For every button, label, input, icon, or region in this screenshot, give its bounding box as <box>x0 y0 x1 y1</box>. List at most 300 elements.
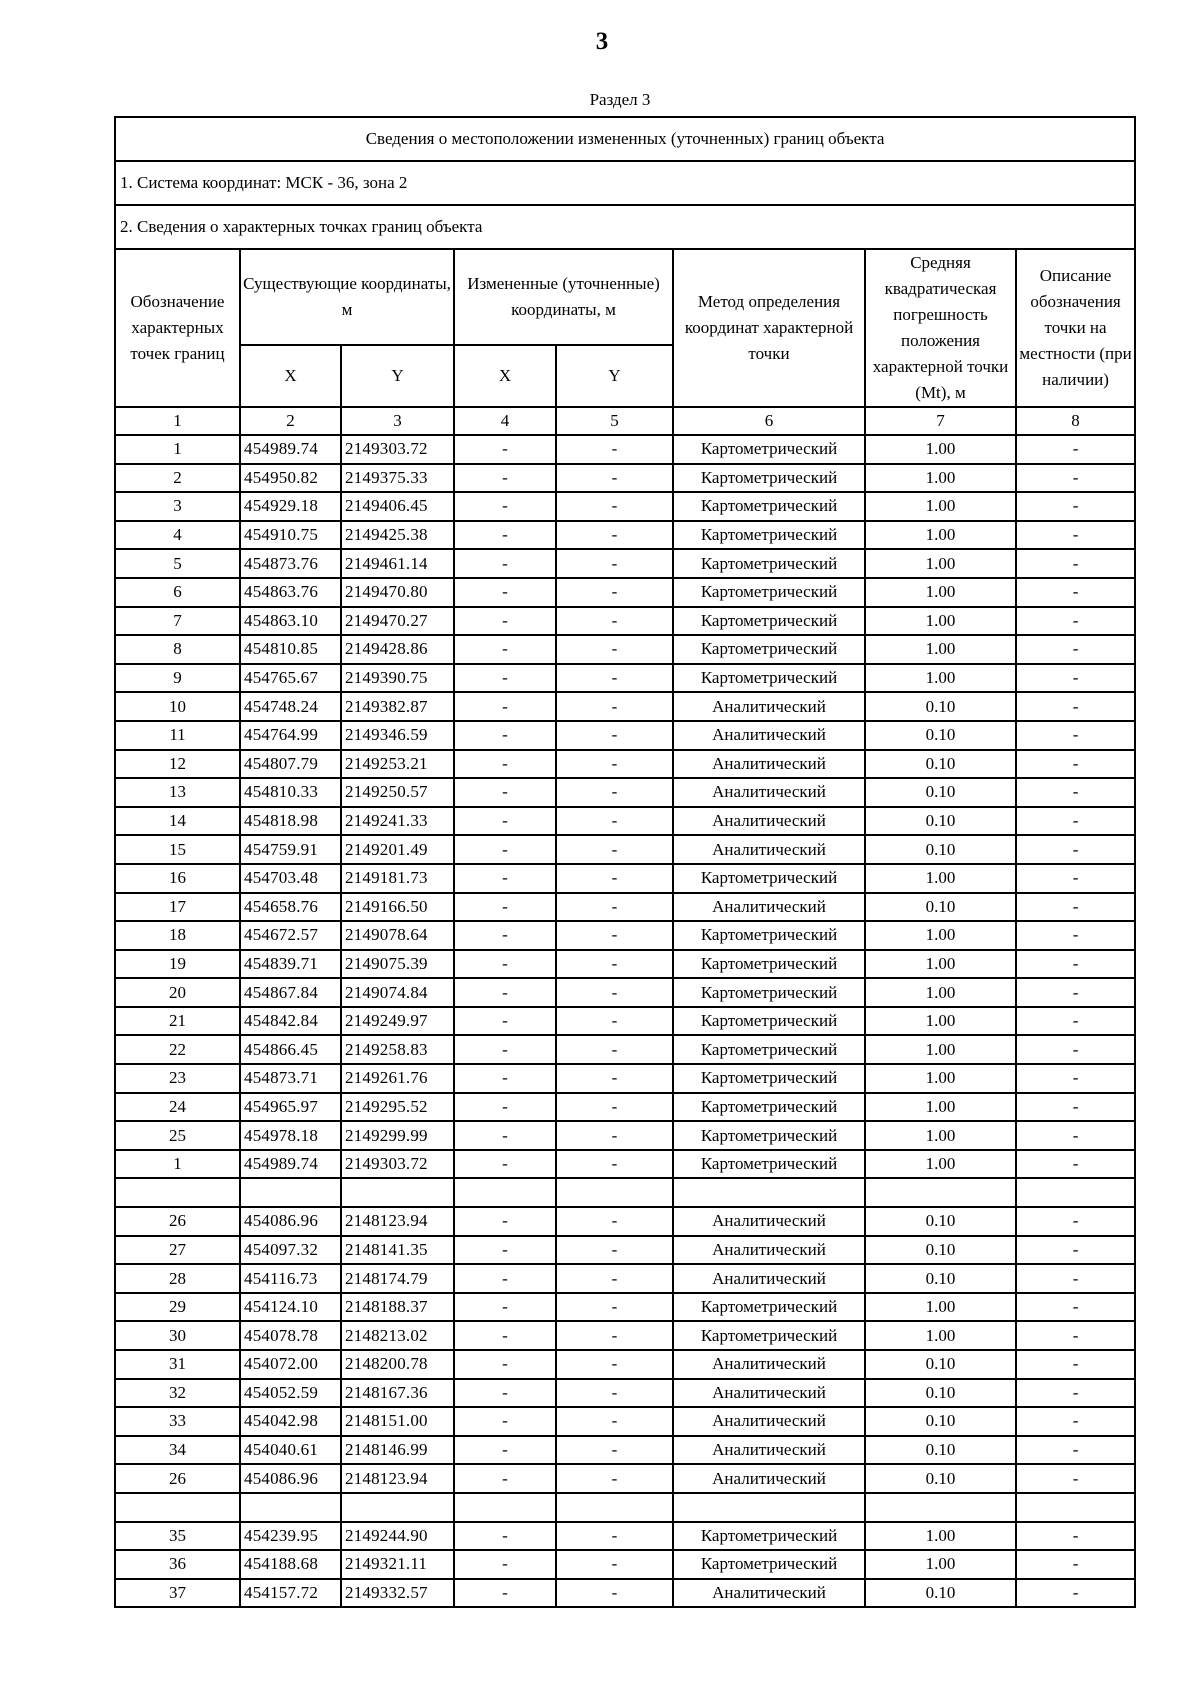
cell-mean-square-error: 1.00 <box>865 1007 1016 1036</box>
cell-existing-x: 454672.57 <box>240 921 341 950</box>
cell-description: - <box>1016 1321 1135 1350</box>
cell-existing-x: 454078.78 <box>240 1321 341 1350</box>
cell-method <box>673 1178 865 1207</box>
cell-existing-x: 454989.74 <box>240 435 341 464</box>
boundary-points-table <box>114 116 1136 1608</box>
cell-changed-x: - <box>454 893 556 922</box>
cell-point-number: 19 <box>115 950 240 979</box>
cell-description: - <box>1016 1035 1135 1064</box>
cell-mean-square-error: 0.10 <box>865 1264 1016 1293</box>
cell-changed-x: - <box>454 521 556 550</box>
table-row <box>115 1207 1135 1236</box>
cell-changed-x: - <box>454 721 556 750</box>
column-number: 6 <box>673 407 865 435</box>
column-number: 8 <box>1016 407 1135 435</box>
cell-changed-y: - <box>556 864 673 893</box>
table-row <box>115 664 1135 693</box>
cell-description: - <box>1016 578 1135 607</box>
header-changed-x: X <box>454 345 556 407</box>
cell-existing-y: 2149303.72 <box>341 1150 454 1179</box>
cell-mean-square-error: 1.00 <box>865 607 1016 636</box>
cell-method: Аналитический <box>673 750 865 779</box>
cell-existing-y: 2148146.99 <box>341 1436 454 1465</box>
table-row <box>115 1350 1135 1379</box>
cell-mean-square-error: 1.00 <box>865 664 1016 693</box>
cell-changed-y: - <box>556 578 673 607</box>
cell-existing-y: 2149241.33 <box>341 807 454 836</box>
cell-changed-x: - <box>454 492 556 521</box>
header-mean-square-error: Средняя квадратическая погрешность положения характерной точки (Mt), м <box>865 249 1016 407</box>
cell-description: - <box>1016 1522 1135 1551</box>
table-row <box>115 1379 1135 1408</box>
cell-mean-square-error: 1.00 <box>865 921 1016 950</box>
cell-mean-square-error: 1.00 <box>865 1321 1016 1350</box>
cell-existing-x: 454703.48 <box>240 864 341 893</box>
cell-point-number: 23 <box>115 1064 240 1093</box>
cell-mean-square-error: 1.00 <box>865 435 1016 464</box>
table-row <box>115 1579 1135 1608</box>
cell-changed-x: - <box>454 1379 556 1408</box>
cell-point-number: 3 <box>115 492 240 521</box>
cell-point-number: 13 <box>115 778 240 807</box>
table-row <box>115 864 1135 893</box>
cell-changed-y: - <box>556 1350 673 1379</box>
cell-existing-x: 454658.76 <box>240 893 341 922</box>
cell-existing-x: 454873.76 <box>240 549 341 578</box>
cell-point-number: 35 <box>115 1522 240 1551</box>
cell-point-number: 7 <box>115 607 240 636</box>
cell-method: Аналитический <box>673 721 865 750</box>
table-row <box>115 1121 1135 1150</box>
cell-existing-x: 454086.96 <box>240 1207 341 1236</box>
cell-existing-y: 2148123.94 <box>341 1207 454 1236</box>
cell-point-number: 27 <box>115 1236 240 1265</box>
cell-existing-x: 454929.18 <box>240 492 341 521</box>
table-row <box>115 1522 1135 1551</box>
table-row <box>115 549 1135 578</box>
cell-existing-y: 2149428.86 <box>341 635 454 664</box>
cell-existing-x <box>240 1178 341 1207</box>
cell-point-number: 24 <box>115 1093 240 1122</box>
cell-mean-square-error: 1.00 <box>865 578 1016 607</box>
cell-mean-square-error: 0.10 <box>865 893 1016 922</box>
cell-existing-y: 2149250.57 <box>341 778 454 807</box>
table-row <box>115 1007 1135 1036</box>
cell-changed-x: - <box>454 692 556 721</box>
cell-existing-y: 2149261.76 <box>341 1064 454 1093</box>
cell-method: Картометрический <box>673 664 865 693</box>
cell-changed-y: - <box>556 1407 673 1436</box>
column-number: 3 <box>341 407 454 435</box>
cell-changed-x: - <box>454 549 556 578</box>
cell-method: Аналитический <box>673 778 865 807</box>
cell-changed-x: - <box>454 664 556 693</box>
cell-point-number: 15 <box>115 835 240 864</box>
cell-point-number: 6 <box>115 578 240 607</box>
cell-existing-x: 454866.45 <box>240 1035 341 1064</box>
cell-method <box>673 1493 865 1522</box>
cell-changed-y: - <box>556 549 673 578</box>
cell-mean-square-error: 0.10 <box>865 1464 1016 1493</box>
cell-changed-x: - <box>454 921 556 950</box>
cell-method: Аналитический <box>673 1379 865 1408</box>
cell-description: - <box>1016 1550 1135 1579</box>
cell-changed-x: - <box>454 635 556 664</box>
cell-existing-y: 2149201.49 <box>341 835 454 864</box>
cell-changed-y: - <box>556 1207 673 1236</box>
header-changed-coordinates: Измененные (уточненные) координаты, м <box>454 249 673 345</box>
cell-method: Картометрический <box>673 864 865 893</box>
cell-mean-square-error: 1.00 <box>865 521 1016 550</box>
cell-changed-x <box>454 1178 556 1207</box>
cell-changed-x: - <box>454 1350 556 1379</box>
cell-changed-y: - <box>556 521 673 550</box>
cell-mean-square-error: 1.00 <box>865 950 1016 979</box>
cell-existing-y: 2149078.64 <box>341 921 454 950</box>
cell-existing-y: 2149346.59 <box>341 721 454 750</box>
cell-method: Аналитический <box>673 1236 865 1265</box>
cell-point-number: 18 <box>115 921 240 950</box>
cell-point-number: 12 <box>115 750 240 779</box>
cell-changed-y <box>556 1493 673 1522</box>
cell-existing-y: 2149470.80 <box>341 578 454 607</box>
table-row <box>115 1264 1135 1293</box>
cell-existing-y: 2149321.11 <box>341 1550 454 1579</box>
cell-changed-x: - <box>454 1207 556 1236</box>
cell-description: - <box>1016 1464 1135 1493</box>
header-method: Метод определения координат характерной точки <box>673 249 865 407</box>
cell-description: - <box>1016 1064 1135 1093</box>
cell-description <box>1016 1493 1135 1522</box>
cell-description: - <box>1016 435 1135 464</box>
cell-changed-y: - <box>556 921 673 950</box>
cell-method: Аналитический <box>673 893 865 922</box>
cell-description: - <box>1016 893 1135 922</box>
table-row <box>115 950 1135 979</box>
cell-changed-y: - <box>556 464 673 493</box>
cell-changed-y: - <box>556 1007 673 1036</box>
cell-method: Картометрический <box>673 635 865 664</box>
cell-changed-y: - <box>556 1579 673 1608</box>
cell-existing-x: 454748.24 <box>240 692 341 721</box>
table-row <box>115 464 1135 493</box>
cell-mean-square-error: 1.00 <box>865 635 1016 664</box>
cell-mean-square-error: 0.10 <box>865 692 1016 721</box>
header-description: Описание обозначения точки на местности (при наличии) <box>1016 249 1135 407</box>
table-row <box>115 635 1135 664</box>
cell-point-number <box>115 1178 240 1207</box>
cell-existing-y: 2148141.35 <box>341 1236 454 1265</box>
cell-description: - <box>1016 1007 1135 1036</box>
cell-changed-y: - <box>556 1464 673 1493</box>
cell-method: Аналитический <box>673 1207 865 1236</box>
cell-method: Картометрический <box>673 978 865 1007</box>
cell-point-number: 17 <box>115 893 240 922</box>
cell-description: - <box>1016 1350 1135 1379</box>
cell-existing-y <box>341 1493 454 1522</box>
cell-changed-y: - <box>556 1550 673 1579</box>
table-row <box>115 978 1135 1007</box>
cell-point-number: 30 <box>115 1321 240 1350</box>
cell-changed-y: - <box>556 1379 673 1408</box>
cell-existing-y: 2149258.83 <box>341 1035 454 1064</box>
cell-mean-square-error: 1.00 <box>865 864 1016 893</box>
section-label: Раздел 3 <box>589 90 651 109</box>
cell-existing-y: 2149253.21 <box>341 750 454 779</box>
cell-existing-y: 2149249.97 <box>341 1007 454 1036</box>
cell-method: Картометрический <box>673 1121 865 1150</box>
cell-changed-x: - <box>454 1579 556 1608</box>
cell-changed-x: - <box>454 1093 556 1122</box>
cell-changed-x: - <box>454 578 556 607</box>
cell-point-number: 1 <box>115 1150 240 1179</box>
cell-existing-y: 2149181.73 <box>341 864 454 893</box>
cell-description: - <box>1016 1264 1135 1293</box>
cell-existing-y: 2148174.79 <box>341 1264 454 1293</box>
cell-mean-square-error: 0.10 <box>865 807 1016 836</box>
cell-method: Картометрический <box>673 1007 865 1036</box>
cell-existing-y: 2149303.72 <box>341 435 454 464</box>
table-row <box>115 521 1135 550</box>
cell-description: - <box>1016 1236 1135 1265</box>
cell-mean-square-error: 0.10 <box>865 778 1016 807</box>
cell-method: Картометрический <box>673 464 865 493</box>
cell-description: - <box>1016 950 1135 979</box>
cell-method: Картометрический <box>673 578 865 607</box>
cell-point-number: 26 <box>115 1464 240 1493</box>
cell-existing-y: 2149166.50 <box>341 893 454 922</box>
cell-existing-x: 454863.10 <box>240 607 341 636</box>
cell-mean-square-error: 0.10 <box>865 1207 1016 1236</box>
cell-method: Аналитический <box>673 1407 865 1436</box>
cell-existing-y: 2149244.90 <box>341 1522 454 1551</box>
cell-changed-y: - <box>556 1264 673 1293</box>
cell-point-number: 14 <box>115 807 240 836</box>
cell-description: - <box>1016 492 1135 521</box>
table-row <box>115 578 1135 607</box>
cell-mean-square-error: 0.10 <box>865 1579 1016 1608</box>
cell-method: Картометрический <box>673 1550 865 1579</box>
cell-point-number: 8 <box>115 635 240 664</box>
cell-mean-square-error: 1.00 <box>865 1064 1016 1093</box>
cell-existing-y <box>341 1178 454 1207</box>
cell-point-number: 36 <box>115 1550 240 1579</box>
cell-changed-y: - <box>556 835 673 864</box>
cell-point-number: 37 <box>115 1579 240 1608</box>
table-spacer-row <box>115 1178 1135 1207</box>
cell-point-number: 2 <box>115 464 240 493</box>
cell-description: - <box>1016 1379 1135 1408</box>
cell-existing-x: 454072.00 <box>240 1350 341 1379</box>
cell-description: - <box>1016 549 1135 578</box>
table-row <box>115 1293 1135 1322</box>
cell-changed-y: - <box>556 950 673 979</box>
coordinate-system: 1. Система координат: МСК - 36, зона 2 <box>115 161 1135 205</box>
cell-existing-y: 2148151.00 <box>341 1407 454 1436</box>
cell-existing-x: 454839.71 <box>240 950 341 979</box>
cell-method: Картометрический <box>673 1321 865 1350</box>
cell-method: Картометрический <box>673 1150 865 1179</box>
cell-changed-y: - <box>556 978 673 1007</box>
cell-method: Картометрический <box>673 607 865 636</box>
cell-changed-x: - <box>454 807 556 836</box>
table-row <box>115 1236 1135 1265</box>
cell-changed-y: - <box>556 692 673 721</box>
cell-description: - <box>1016 1207 1135 1236</box>
cell-mean-square-error <box>865 1493 1016 1522</box>
cell-existing-y: 2149299.99 <box>341 1121 454 1150</box>
cell-existing-x: 454042.98 <box>240 1407 341 1436</box>
cell-changed-x: - <box>454 1150 556 1179</box>
header-existing-coordinates: Существующие координаты, м <box>240 249 454 345</box>
table-row <box>115 1035 1135 1064</box>
cell-changed-y <box>556 1178 673 1207</box>
cell-existing-y: 2149406.45 <box>341 492 454 521</box>
cell-existing-x: 454239.95 <box>240 1522 341 1551</box>
cell-changed-y: - <box>556 1150 673 1179</box>
cell-existing-x: 454157.72 <box>240 1579 341 1608</box>
cell-changed-x: - <box>454 1121 556 1150</box>
cell-changed-x: - <box>454 1321 556 1350</box>
table-row <box>115 1150 1135 1179</box>
cell-existing-x: 454086.96 <box>240 1464 341 1493</box>
cell-mean-square-error: 1.00 <box>865 1150 1016 1179</box>
table-row <box>115 1436 1135 1465</box>
cell-existing-x: 454989.74 <box>240 1150 341 1179</box>
cell-existing-x: 454978.18 <box>240 1121 341 1150</box>
cell-existing-y: 2149075.39 <box>341 950 454 979</box>
cell-point-number: 1 <box>115 435 240 464</box>
cell-method: Картометрический <box>673 1064 865 1093</box>
table-row <box>115 1093 1135 1122</box>
cell-existing-y: 2149295.52 <box>341 1093 454 1122</box>
cell-point-number: 34 <box>115 1436 240 1465</box>
cell-mean-square-error: 1.00 <box>865 978 1016 1007</box>
cell-changed-y: - <box>556 635 673 664</box>
cell-description: - <box>1016 1436 1135 1465</box>
cell-method: Картометрический <box>673 950 865 979</box>
cell-changed-x: - <box>454 864 556 893</box>
cell-point-number: 16 <box>115 864 240 893</box>
cell-changed-x: - <box>454 978 556 1007</box>
table-row <box>115 778 1135 807</box>
cell-description: - <box>1016 807 1135 836</box>
cell-existing-y: 2149461.14 <box>341 549 454 578</box>
cell-existing-x: 454873.71 <box>240 1064 341 1093</box>
cell-point-number: 29 <box>115 1293 240 1322</box>
column-number: 7 <box>865 407 1016 435</box>
cell-method: Аналитический <box>673 1579 865 1608</box>
cell-description: - <box>1016 1579 1135 1608</box>
cell-existing-x: 454116.73 <box>240 1264 341 1293</box>
column-number: 5 <box>556 407 673 435</box>
cell-mean-square-error: 0.10 <box>865 1407 1016 1436</box>
cell-existing-y: 2149425.38 <box>341 521 454 550</box>
cell-changed-x: - <box>454 1522 556 1551</box>
cell-description: - <box>1016 1121 1135 1150</box>
header-existing-x: X <box>240 345 341 407</box>
cell-point-number: 5 <box>115 549 240 578</box>
column-number: 1 <box>115 407 240 435</box>
cell-changed-y: - <box>556 807 673 836</box>
cell-existing-x: 454124.10 <box>240 1293 341 1322</box>
cell-existing-x <box>240 1493 341 1522</box>
cell-existing-x: 454759.91 <box>240 835 341 864</box>
cell-changed-x: - <box>454 1264 556 1293</box>
cell-description: - <box>1016 1293 1135 1322</box>
cell-existing-x: 454810.85 <box>240 635 341 664</box>
table-row <box>115 1064 1135 1093</box>
cell-description: - <box>1016 978 1135 1007</box>
table-row <box>115 921 1135 950</box>
cell-changed-x: - <box>454 1007 556 1036</box>
table-row <box>115 1321 1135 1350</box>
cell-existing-y: 2149074.84 <box>341 978 454 1007</box>
cell-description: - <box>1016 864 1135 893</box>
cell-point-number: 25 <box>115 1121 240 1150</box>
cell-changed-y: - <box>556 607 673 636</box>
table-row <box>115 1407 1135 1436</box>
cell-method: Аналитический <box>673 1436 865 1465</box>
cell-point-number: 4 <box>115 521 240 550</box>
cell-changed-x: - <box>454 464 556 493</box>
cell-existing-y: 2149390.75 <box>341 664 454 693</box>
cell-mean-square-error: 1.00 <box>865 1035 1016 1064</box>
cell-changed-y: - <box>556 1064 673 1093</box>
table-row <box>115 435 1135 464</box>
cell-existing-y: 2148188.37 <box>341 1293 454 1322</box>
cell-mean-square-error: 0.10 <box>865 1236 1016 1265</box>
cell-method: Картометрический <box>673 1522 865 1551</box>
table-row <box>115 607 1135 636</box>
cell-existing-y: 2149382.87 <box>341 692 454 721</box>
cell-description: - <box>1016 921 1135 950</box>
cell-existing-y: 2148167.36 <box>341 1379 454 1408</box>
cell-existing-y: 2149375.33 <box>341 464 454 493</box>
cell-mean-square-error: 1.00 <box>865 1550 1016 1579</box>
cell-mean-square-error: 0.10 <box>865 1379 1016 1408</box>
cell-changed-y: - <box>556 778 673 807</box>
cell-existing-y: 2148213.02 <box>341 1321 454 1350</box>
table-row <box>115 1464 1135 1493</box>
cell-existing-y: 2148123.94 <box>341 1464 454 1493</box>
cell-description: - <box>1016 521 1135 550</box>
cell-description <box>1016 1178 1135 1207</box>
cell-existing-x: 454910.75 <box>240 521 341 550</box>
cell-changed-y: - <box>556 1035 673 1064</box>
cell-method: Картометрический <box>673 1035 865 1064</box>
cell-existing-x: 454097.32 <box>240 1236 341 1265</box>
header-designation: Обозначение характерных точек границ <box>115 249 240 407</box>
cell-method: Картометрический <box>673 435 865 464</box>
cell-description: - <box>1016 635 1135 664</box>
cell-point-number: 20 <box>115 978 240 1007</box>
cell-mean-square-error: 0.10 <box>865 1436 1016 1465</box>
cell-mean-square-error: 0.10 <box>865 1350 1016 1379</box>
cell-mean-square-error: 1.00 <box>865 1522 1016 1551</box>
page-number: 3 <box>595 28 609 55</box>
table-row <box>115 750 1135 779</box>
table-row <box>115 1550 1135 1579</box>
cell-description: - <box>1016 1407 1135 1436</box>
cell-mean-square-error: 1.00 <box>865 1121 1016 1150</box>
cell-mean-square-error: 0.10 <box>865 721 1016 750</box>
cell-changed-x: - <box>454 1464 556 1493</box>
cell-changed-y: - <box>556 721 673 750</box>
cell-point-number: 33 <box>115 1407 240 1436</box>
cell-changed-x: - <box>454 835 556 864</box>
table-spacer-row <box>115 1493 1135 1522</box>
